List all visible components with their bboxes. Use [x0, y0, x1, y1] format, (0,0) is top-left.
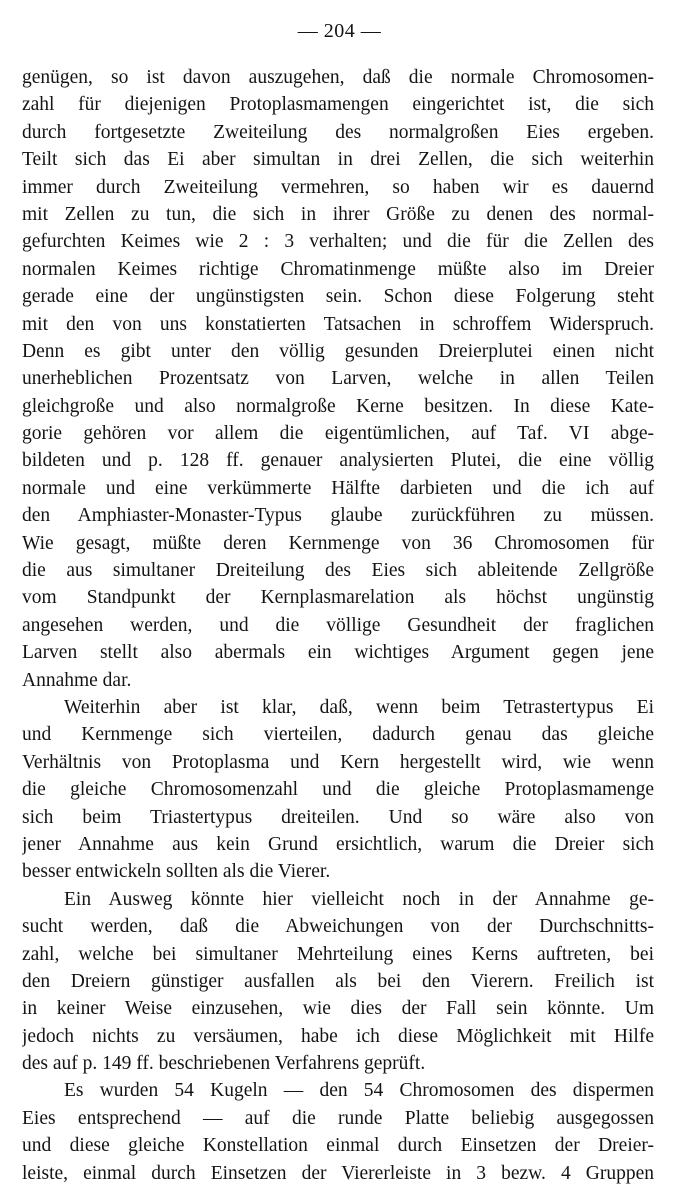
text-line: Ein Ausweg könnte hier vielleicht noch in der Annahme ge- [64, 888, 654, 910]
text-line: jener Annahme aus kein Grund ersichtlich, warum die Dreier sich [22, 833, 654, 855]
text-line: Denn es gibt unter den völlig gesunden Dreierplutei einen nicht [22, 340, 654, 362]
text-line: und Kernmenge sich vierteilen, dadurch genau das gleiche [22, 724, 654, 746]
text-line: sucht werden, daß die Abweichungen von der Durchschnitts- [22, 916, 654, 938]
text-line: durch fortgesetzte Zweiteilung des normalgroßen Eies ergeben. [22, 121, 654, 143]
text-line: Teilt sich das Ei aber simultan in drei Zellen, die sich weiterhin [22, 149, 654, 171]
text-line: sich beim Triastertypus dreiteilen. Und so wäre also von [22, 806, 654, 828]
text-line: den Dreiern günstiger ausfallen als bei den Vierern. Freilich ist [22, 970, 654, 992]
text-line: Annahme dar. [22, 669, 132, 691]
text-line: Larven stellt also abermals ein wichtiges Argument gegen jene [22, 642, 654, 664]
text-line: jedoch nichts zu versäumen, habe ich diese Möglichkeit mit Hilfe [22, 1025, 654, 1047]
text-line: den Amphiaster-Monaster-Typus glaube zurückführen zu müssen. [22, 505, 654, 527]
text-line: gefurchten Keimes wie 2 : 3 verhalten; und die für die Zellen des [22, 231, 654, 253]
text-line: besser entwickeln sollten als die Vierer. [22, 861, 331, 883]
text-line: die gleiche Chromosomenzahl und die gleiche Protoplasmamenge [22, 779, 654, 801]
body-text [22, 64, 654, 1187]
text-line: vom Standpunkt der Kernplasmarelation als höchst ungünstig [22, 587, 654, 609]
text-line: normalen Keimes richtige Chromatinmenge müßte also im Dreier [22, 258, 654, 280]
text-line: gerade eine der ungünstigsten sein. Schon diese Folgerung steht [22, 286, 654, 308]
text-line: Verhältnis von Protoplasma und Kern hergestellt wird, wie wenn [22, 751, 654, 773]
text-line: gorie gehören vor allem die eigentümlichen, auf Taf. VI abge- [22, 423, 654, 445]
text-line: zahl für diejenigen Protoplasmamengen eingerichtet ist, die sich [22, 94, 654, 116]
text-line: immer durch Zweiteilung vermehren, so haben wir es dauernd [22, 176, 654, 198]
text-line: genügen, so ist davon auszugehen, daß die normale Chromosomen- [22, 67, 654, 88]
text-line: unerheblichen Prozentsatz von Larven, welche in allen Teilen [22, 368, 654, 390]
text-line: Eies entsprechend — auf die runde Platte beliebig ausgegossen [22, 1107, 654, 1129]
text-line: Wie gesagt, müßte deren Kernmenge von 36 Chromosomen für [22, 532, 654, 554]
text-line: Weiterhin aber ist klar, daß, wenn beim Tetrastertypus Ei [64, 696, 654, 718]
text-line: in keiner Weise einzusehen, wie dies der Fall sein könnte. Um [22, 998, 654, 1020]
text-line: Es wurden 54 Kugeln — den 54 Chromosomen des dispermen [64, 1080, 654, 1102]
text-line: und diese gleiche Konstellation einmal durch Einsetzen der Dreier- [22, 1135, 654, 1157]
text-line: mit Zellen zu tun, die sich in ihrer Größe zu denen des normal- [22, 203, 654, 225]
text-line: angesehen werden, und die völlige Gesundheit der fraglichen [22, 614, 654, 636]
text-line: zahl, welche bei simultaner Mehrteilung eines Kerns auftreten, bei [22, 943, 654, 965]
text-line: mit den von uns konstatierten Tatsachen in schroffem Widerspruch. [22, 313, 654, 335]
text-line: die aus simultaner Dreiteilung des Eies sich ableitende Zellgröße [22, 560, 654, 582]
page-number: — 204 — [297, 20, 382, 42]
text-line: leiste, einmal durch Einsetzen der Viererleiste in 3 bezw. 4 Gruppen [22, 1162, 654, 1184]
text-line: bildeten und p. 128 ff. genauer analysierten Plutei, die eine völlig [22, 450, 654, 472]
text-line: gleichgroße und also normalgroße Kerne besitzen. In diese Kate- [22, 395, 654, 417]
text-line: des auf p. 149 ff. beschriebenen Verfahrens geprüft. [22, 1053, 426, 1075]
text-line: normale und eine verkümmerte Hälfte darbieten und die ich auf [22, 477, 654, 499]
